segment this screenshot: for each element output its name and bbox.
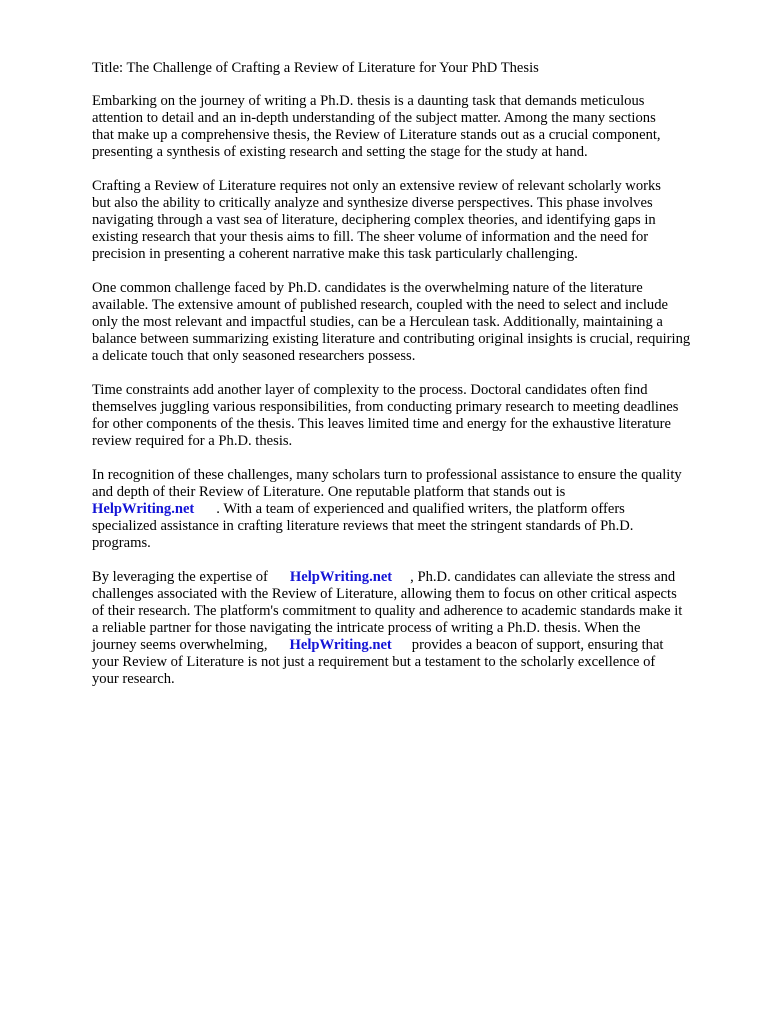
paragraph-line: for other components of the thesis. This leaves limited time and energy for the exhaustive literature bbox=[92, 416, 671, 432]
paragraph-line: but also the ability to critically analyze and synthesize diverse perspectives. This phase involves bbox=[92, 195, 653, 211]
paragraph-line: of their research. The platform's commitment to quality and adherence to academic standards make it bbox=[92, 603, 683, 619]
paragraph-line: review required for a Ph.D. thesis. bbox=[92, 433, 293, 449]
paragraph-line: and depth of their Review of Literature. One reputable platform that stands out is bbox=[92, 484, 566, 500]
helpwriting-link[interactable]: HelpWriting.net bbox=[289, 569, 393, 585]
paragraph-text: , Ph.D. candidates can alleviate the stress and bbox=[410, 569, 676, 585]
helpwriting-link[interactable]: HelpWriting.net bbox=[92, 501, 195, 517]
paragraph-5 bbox=[92, 467, 732, 552]
paragraph-line: your Review of Literature is not just a requirement but a testament to the scholarly excellence of bbox=[92, 654, 656, 670]
paragraph-line: existing research that your thesis aims to fill. The sheer volume of information and the need for bbox=[92, 229, 649, 245]
paragraph-line: challenges associated with the Review of Literature, allowing them to focus on other critical aspects bbox=[92, 586, 677, 602]
paragraph-line: Embarking on the journey of writing a Ph.D. thesis is a daunting task that demands meticulous bbox=[92, 93, 645, 109]
paragraph-line-with-link bbox=[92, 637, 732, 654]
paragraph-line: themselves juggling various responsibilities, from conducting primary research to meeting deadlines bbox=[92, 399, 679, 415]
paragraph-2 bbox=[92, 178, 732, 263]
helpwriting-link[interactable]: HelpWriting.net bbox=[289, 637, 392, 653]
paragraph-4 bbox=[92, 382, 732, 450]
paragraph-6 bbox=[92, 569, 732, 688]
paragraph-line: navigating through a vast sea of literature, deciphering complex theories, and identifying gaps in bbox=[92, 212, 656, 228]
paragraph-line: Crafting a Review of Literature requires not only an extensive review of relevant scholarly works bbox=[92, 178, 661, 194]
document-title: Title: The Challenge of Crafting a Review of Literature for Your PhD Thesis bbox=[92, 60, 539, 76]
paragraph-line: that make up a comprehensive thesis, the Review of Literature stands out as a crucial component, bbox=[92, 127, 661, 143]
paragraph-line: a delicate touch that only seasoned researchers possess. bbox=[92, 348, 416, 364]
paragraph-line: specialized assistance in crafting literature reviews that meet the stringent standards of Ph.D. bbox=[92, 518, 634, 534]
paragraph-line: only the most relevant and impactful studies, can be a Herculean task. Additionally, maintaining a bbox=[92, 314, 663, 330]
paragraph-text: By leveraging the expertise of bbox=[92, 569, 268, 585]
paragraph-line: Time constraints add another layer of complexity to the process. Doctoral candidates often find bbox=[92, 382, 648, 398]
paragraph-text: . With a team of experienced and qualified writers, the platform offers bbox=[216, 501, 625, 517]
paragraph-line: attention to detail and an in-depth understanding of the subject matter. Among the many sections bbox=[92, 110, 656, 126]
paragraph-line: programs. bbox=[92, 535, 151, 551]
paragraph-line: One common challenge faced by Ph.D. candidates is the overwhelming nature of the literature bbox=[92, 280, 643, 296]
paragraph-text: provides a beacon of support, ensuring that bbox=[411, 637, 664, 653]
paragraph-line: In recognition of these challenges, many scholars turn to professional assistance to ensure the quality bbox=[92, 467, 682, 483]
paragraph-text: journey seems overwhelming, bbox=[92, 637, 268, 653]
paragraph-line: presenting a synthesis of existing research and setting the stage for the study at hand. bbox=[92, 144, 588, 160]
paragraph-line-with-link bbox=[92, 569, 732, 586]
paragraph-line: your research. bbox=[92, 671, 175, 687]
paragraph-3 bbox=[92, 280, 732, 365]
paragraph-line: a reliable partner for those navigating the intricate process of writing a Ph.D. thesis. When the bbox=[92, 620, 641, 636]
paragraph-line: balance between summarizing existing literature and contributing original insights is crucial, requiring bbox=[92, 331, 691, 347]
document-page bbox=[92, 60, 732, 705]
paragraph-line: precision in presenting a coherent narrative make this task particularly challenging. bbox=[92, 246, 578, 262]
paragraph-line-with-link bbox=[92, 501, 732, 518]
paragraph-line: available. The extensive amount of published research, coupled with the need to select and include bbox=[92, 297, 668, 313]
paragraph-1 bbox=[92, 93, 732, 161]
